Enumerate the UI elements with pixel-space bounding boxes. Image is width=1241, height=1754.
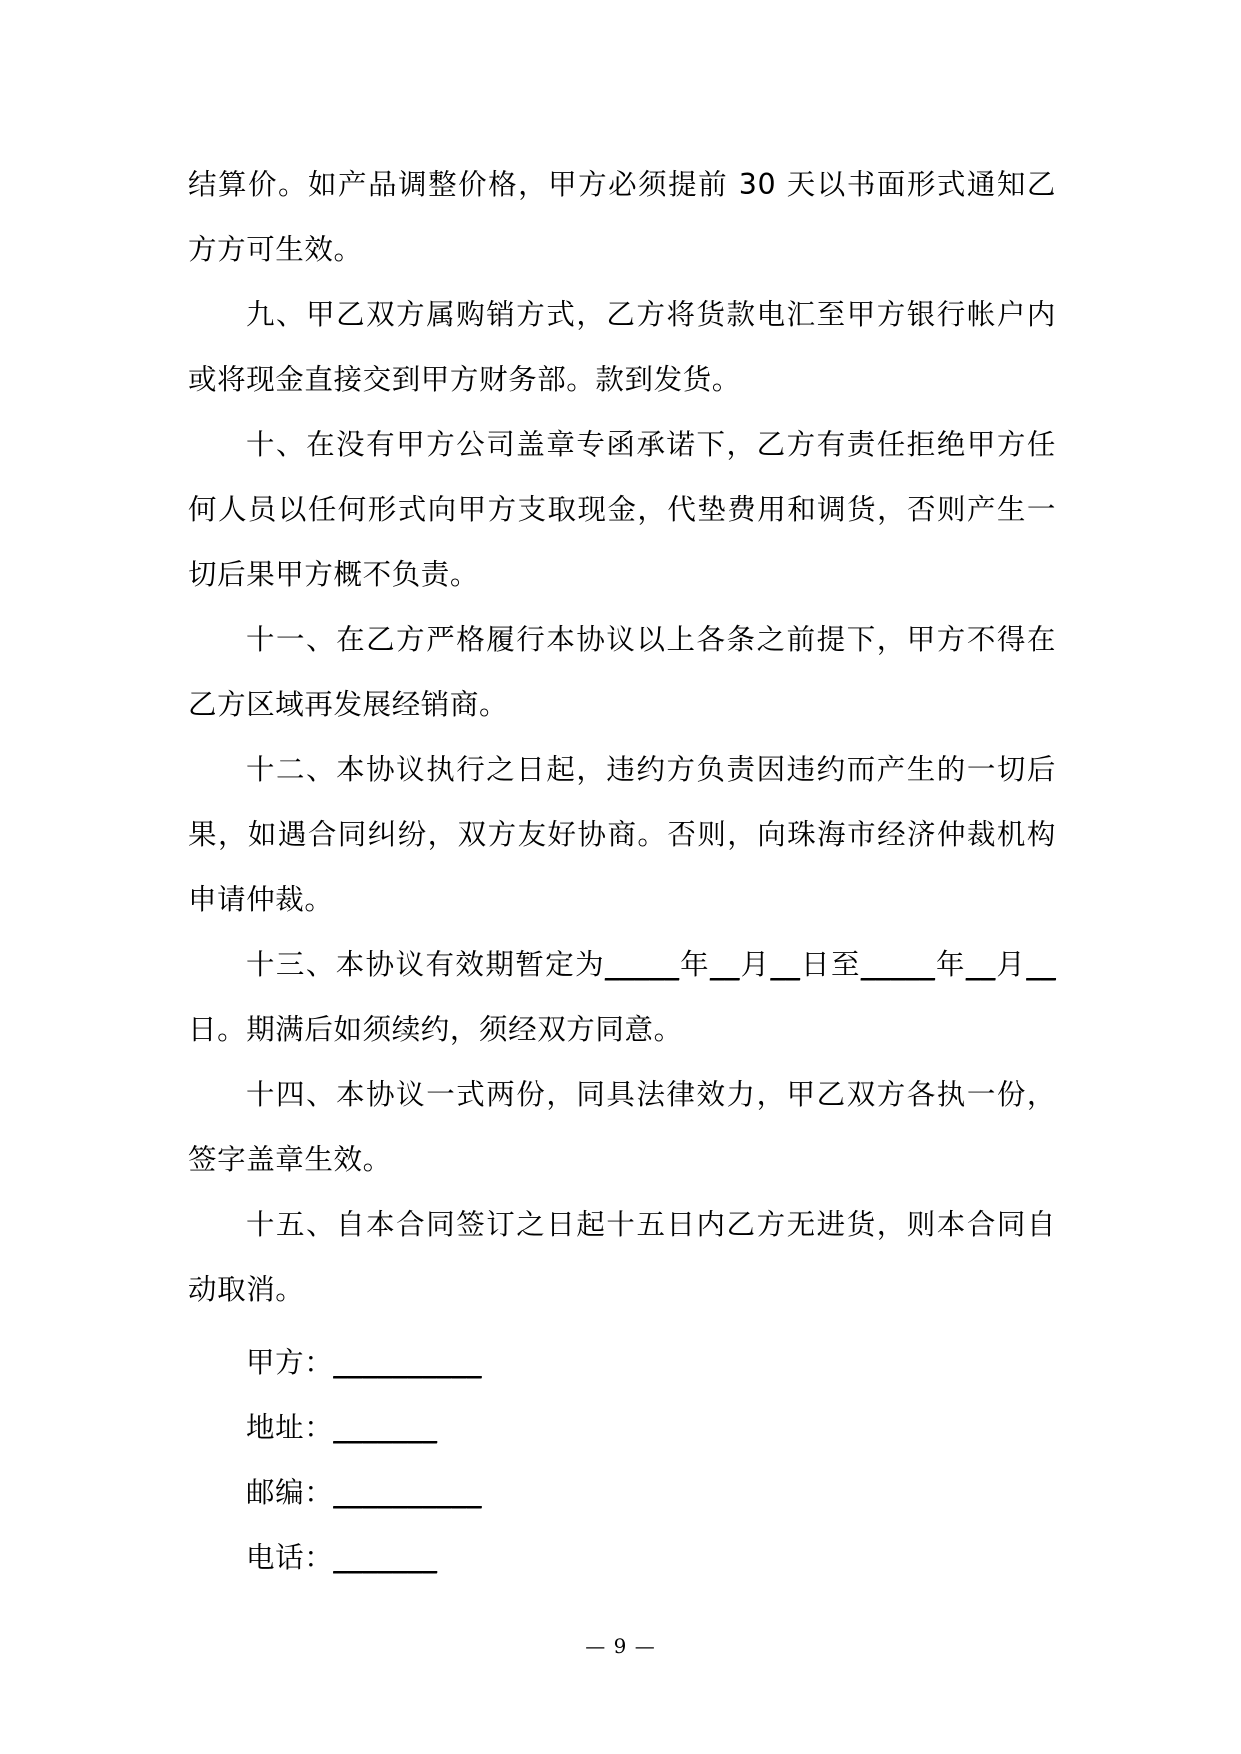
postcode-blank: __________ [333,1476,482,1509]
page-number: — 9 — [585,1634,656,1658]
address-label: 地址： [246,1411,334,1444]
address-line [246,1395,482,1460]
start-year-blank: _____ [605,948,680,981]
end-year-blank: _____ [860,948,936,981]
party-a-label: 甲方： [246,1346,334,1379]
end-month-blank: __ [965,948,996,981]
phone-blank: _______ [333,1541,438,1574]
phone-label: 电话： [246,1541,334,1574]
start-month-blank: __ [710,948,740,981]
paragraph-9: 九、甲乙双方属购销方式，乙方将货款电汇至甲方银行帐户内或将现金直接交到甲方财务部。款到发货。 [188,298,1056,396]
contract-body [188,152,1056,1322]
paragraph-8-continuation: 结算价。如产品调整价格，甲方必须提前 30 天以书面形式通知乙方方可生效。 [188,168,1056,266]
paragraph-12: 十二、本协议执行之日起，违约方负责因违约而产生的一切后果，如遇合同纠纷，双方友好协商。否则，向珠海市经济仲裁机构申请仲裁。 [188,753,1056,916]
paragraph-13 [188,932,1056,1062]
postcode-label: 邮编： [246,1476,334,1509]
address-blank: _______ [333,1411,438,1444]
phone-line [246,1525,482,1590]
end-day-blank: __ [1026,948,1057,981]
start-day-label: 日至 [800,948,861,981]
term-suffix: 期满后如须续约，须经双方同意。 [246,1013,683,1046]
paragraph-15: 十五、自本合同签订之日起十五日内乙方无进货，则本合同自动取消。 [188,1208,1056,1306]
party-a-line [246,1330,482,1395]
paragraph-10: 十、在没有甲方公司盖章专函承诺下，乙方有责任拒绝甲方任何人员以任何形式向甲方支取现金，代垫费用和调货，否则产生一切后果甲方概不负责。 [188,428,1056,591]
start-month-label: 月 [739,948,771,981]
term-prefix: 十三、本协议有效期暂定为 [246,948,606,981]
start-day-blank: __ [770,948,801,981]
paragraph-11: 十一、在乙方严格履行本协议以上各条之前提下，甲方不得在乙方区域再发展经销商。 [188,623,1056,721]
end-month-label: 月 [995,948,1027,981]
end-day-label: 日。 [188,1013,247,1046]
start-year-label: 年 [679,948,711,981]
signature-block [246,1330,482,1590]
postcode-line [246,1460,482,1525]
end-year-label: 年 [935,948,966,981]
paragraph-14: 十四、本协议一式两份，同具法律效力，甲乙双方各执一份，签字盖章生效。 [188,1078,1056,1176]
party-a-blank: __________ [333,1346,482,1379]
